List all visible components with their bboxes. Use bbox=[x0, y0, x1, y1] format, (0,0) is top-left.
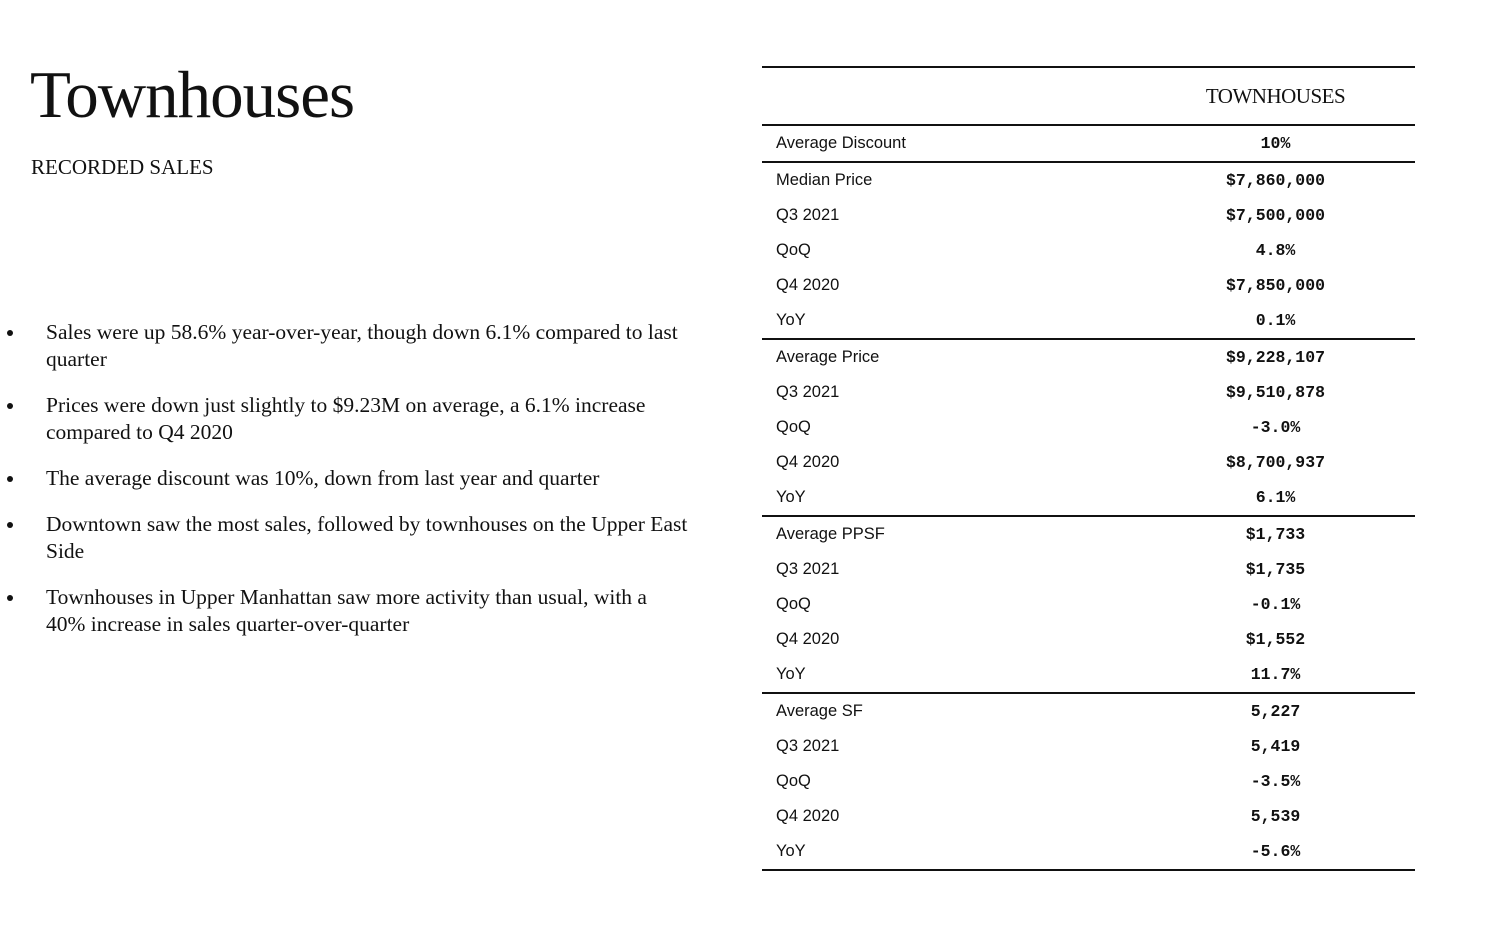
row-label: Q3 2021 bbox=[776, 560, 840, 578]
table-row bbox=[762, 657, 1415, 693]
row-label: Q3 2021 bbox=[776, 383, 840, 401]
bullet-dot-icon bbox=[7, 476, 13, 482]
row-value: 6.1% bbox=[1136, 480, 1415, 516]
row-value: $7,850,000 bbox=[1225, 276, 1326, 295]
row-value: -3.5% bbox=[1250, 772, 1301, 791]
table-row bbox=[762, 764, 1415, 799]
list-item bbox=[0, 392, 690, 446]
row-label: Q3 2021 bbox=[776, 737, 840, 755]
row-label: QoQ bbox=[776, 595, 811, 613]
table-row bbox=[762, 233, 1415, 268]
row-value: $9,510,878 bbox=[1225, 383, 1326, 402]
table-row bbox=[762, 552, 1415, 587]
row-value: $1,735 bbox=[1245, 560, 1306, 579]
row-label: Average Discount bbox=[762, 125, 1136, 162]
row-value: $8,700,937 bbox=[1225, 453, 1326, 472]
row-value: 5,539 bbox=[1250, 807, 1301, 826]
list-item bbox=[0, 465, 690, 492]
table-row bbox=[762, 410, 1415, 445]
row-label: QoQ bbox=[776, 418, 811, 436]
row-label: YoY bbox=[762, 303, 1136, 339]
stats-table bbox=[762, 66, 1415, 871]
table-row bbox=[762, 445, 1415, 480]
row-value: 5,419 bbox=[1250, 737, 1301, 756]
table-row bbox=[762, 162, 1415, 198]
row-label: YoY bbox=[762, 657, 1136, 693]
row-value: -5.6% bbox=[1250, 842, 1301, 861]
table-row bbox=[762, 622, 1415, 657]
row-label: Q4 2020 bbox=[776, 276, 840, 294]
table-row bbox=[762, 125, 1415, 162]
table-row bbox=[762, 480, 1415, 516]
list-item bbox=[0, 319, 690, 373]
row-label: YoY bbox=[776, 842, 806, 860]
table-row bbox=[762, 729, 1415, 764]
row-label: QoQ bbox=[776, 241, 811, 259]
row-label: Average PPSF bbox=[776, 525, 885, 543]
row-label: Average Price bbox=[776, 348, 880, 366]
summary-panel bbox=[0, 0, 700, 948]
table-row bbox=[762, 516, 1415, 552]
stats-table-panel bbox=[762, 66, 1415, 871]
row-label: Q3 2021 bbox=[776, 206, 840, 224]
table-row bbox=[762, 375, 1415, 410]
bullet-dot-icon bbox=[7, 330, 13, 336]
row-label: Median Price bbox=[776, 171, 873, 189]
page-title: Townhouses bbox=[30, 58, 355, 132]
list-item-text: The average discount was 10%, down from last year and quarter bbox=[46, 466, 600, 490]
table-row bbox=[762, 198, 1415, 233]
table-row bbox=[762, 799, 1415, 834]
list-item-text: Prices were down just slightly to $9.23M on average, a 6.1% increase compared to Q4 2020 bbox=[46, 393, 646, 444]
table-row bbox=[762, 268, 1415, 303]
row-value: 11.7% bbox=[1136, 657, 1415, 693]
row-value: 5,227 bbox=[1250, 702, 1301, 721]
row-value: -0.1% bbox=[1250, 595, 1301, 614]
section-subtitle: RECORDED SALES bbox=[31, 155, 214, 179]
column-header-townhouses: TOWNHOUSES bbox=[1136, 67, 1415, 125]
row-value: -3.0% bbox=[1250, 418, 1301, 437]
row-label: Q4 2020 bbox=[776, 807, 840, 825]
row-value: $1,552 bbox=[1245, 630, 1306, 649]
bullet-dot-icon bbox=[7, 522, 13, 528]
row-value: 0.1% bbox=[1136, 303, 1415, 339]
bullet-dot-icon bbox=[7, 595, 13, 601]
table-header-row bbox=[762, 67, 1415, 125]
table-row bbox=[762, 339, 1415, 375]
row-label: Q4 2020 bbox=[776, 453, 840, 471]
list-item bbox=[0, 584, 690, 638]
bullet-dot-icon bbox=[7, 403, 13, 409]
table-empty-header bbox=[762, 67, 1136, 125]
table-row bbox=[762, 693, 1415, 729]
row-label: Q4 2020 bbox=[776, 630, 840, 648]
row-value: $7,500,000 bbox=[1225, 206, 1326, 225]
list-item-text: Downtown saw the most sales, followed by townhouses on the Upper East Side bbox=[46, 512, 688, 563]
row-label: YoY bbox=[762, 480, 1136, 516]
list-item-text: Townhouses in Upper Manhattan saw more activity than usual, with a 40% increase in sales quarter-over-quarter bbox=[46, 585, 647, 636]
highlights-list bbox=[0, 319, 690, 657]
list-item-text: Sales were up 58.6% year-over-year, though down 6.1% compared to last quarter bbox=[46, 320, 678, 371]
row-value: 10% bbox=[1136, 125, 1415, 162]
row-value: 4.8% bbox=[1255, 241, 1296, 260]
table-row bbox=[762, 834, 1415, 870]
row-value: $9,228,107 bbox=[1225, 348, 1326, 367]
row-label: Average SF bbox=[776, 702, 863, 720]
list-item bbox=[0, 511, 690, 565]
table-row bbox=[762, 587, 1415, 622]
row-value: $7,860,000 bbox=[1225, 171, 1326, 190]
row-value: $1,733 bbox=[1245, 525, 1306, 544]
row-label: QoQ bbox=[776, 772, 811, 790]
table-row bbox=[762, 303, 1415, 339]
